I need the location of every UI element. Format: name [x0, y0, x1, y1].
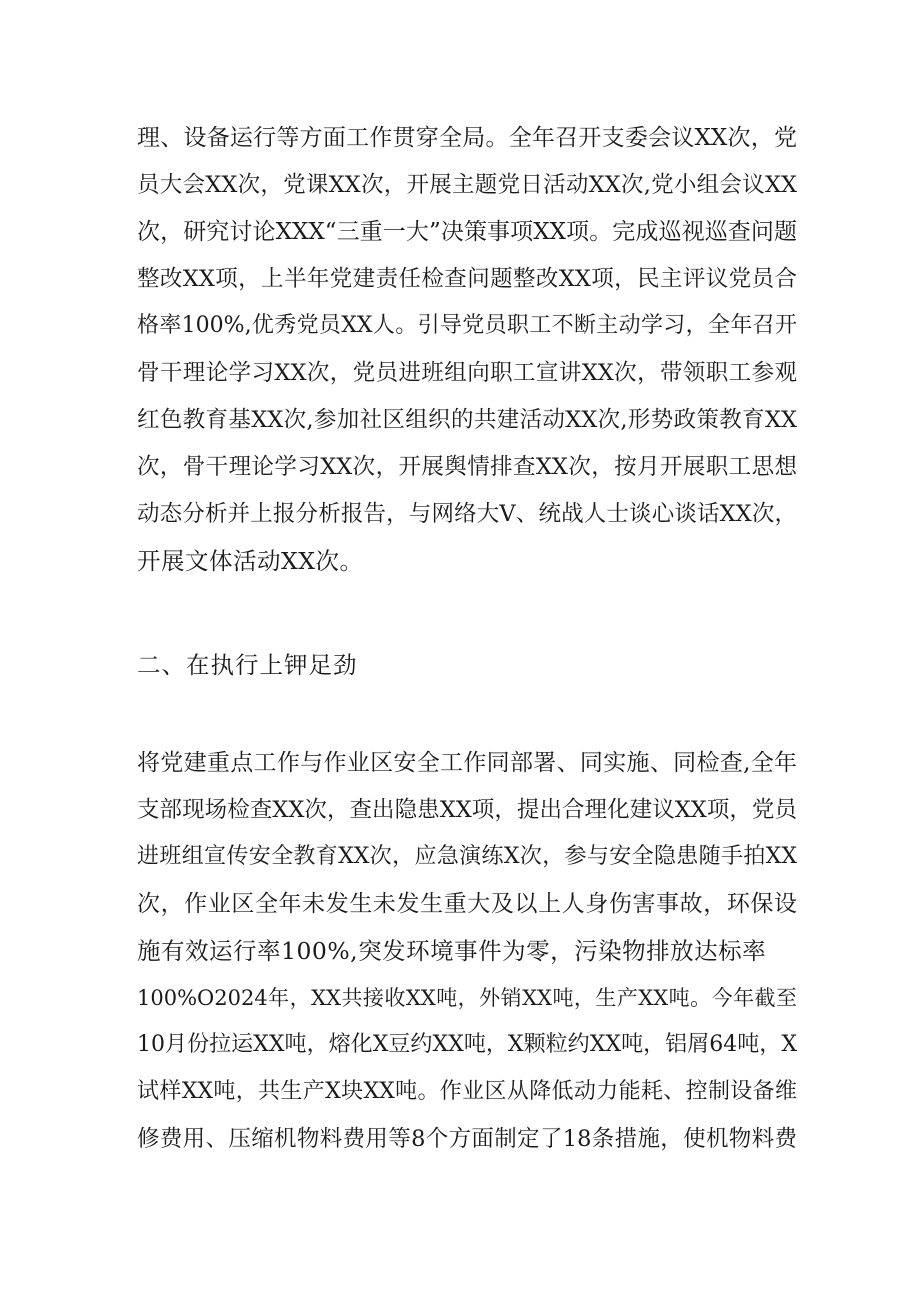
paragraph-line: 支部现场检查XX次，查出隐患XX项，提出合理化建议XX项，党员	[137, 797, 797, 823]
paragraph-line: 员大会XX次，党课XX次，开展主题党日活动XX次,党小组会议XX	[137, 172, 797, 198]
paragraph-line: 整改XX项，上半年党建责任检查问题整改XX项，民主评议党员合	[137, 266, 797, 292]
section-heading: 二、在执行上钾足劲	[137, 651, 358, 679]
paragraph-line: 次，骨干理论学习XX次，开展舆情排查XX次，按月开展职工思想	[137, 454, 797, 480]
paragraph-line: 动态分析并上报分析报告，与网络大V、统战人士谈心谈话XX次，	[137, 501, 797, 527]
paragraph-line: 次，研究讨论XXX“三重一大”决策事项XX项。完成巡视巡查问题	[137, 219, 797, 245]
paragraph-line: 10月份拉运XX吨，熔化X豆约XX吨，X颗粒约XX吨，铝屑64吨，X	[137, 1032, 797, 1057]
paragraph-line: 修费用、压缩机物料费用等8个方面制定了18条措施，使机物料费	[137, 1126, 797, 1152]
paragraph-line: 进班组宣传安全教育XX次，应急演练X次，参与安全隐患随手拍XX	[137, 844, 797, 869]
paragraph-line: 100%O2024年，XX共接收XX吨，外销XX吨，生产XX吨。今年截至	[137, 986, 797, 1010]
paragraph-line: 开展文体活动XX次。	[137, 547, 364, 575]
paragraph-line: 红色教育基XX次,参加社区组织的共建活动XX次,形势政策教育XX	[137, 407, 797, 433]
paragraph-line: 试样XX吨，共生产X块XX吨。作业区从降低动力能耗、控制设备维	[137, 1079, 797, 1104]
paragraph-line: 施有效运行率100%,突发环境事件为零，污染物排放达标率	[137, 937, 767, 965]
paragraph-line: 将党建重点工作与作业区安全工作同部署、同实施、同检查,全年	[137, 750, 797, 776]
paragraph-line: 骨干理论学习XX次，党员进班组向职工宣讲XX次，带领职工参观	[137, 360, 797, 386]
paragraph-line: 次，作业区全年未发生未发生重大及以上人身伤害事故，环保设	[137, 891, 797, 917]
paragraph-line: 理、设备运行等方面工作贯穿全局。全年召开支委会议XX次，党	[137, 125, 797, 151]
paragraph-line: 格率100%,优秀党员XX人。引导党员职工不断主动学习，全年召开	[137, 313, 797, 338]
